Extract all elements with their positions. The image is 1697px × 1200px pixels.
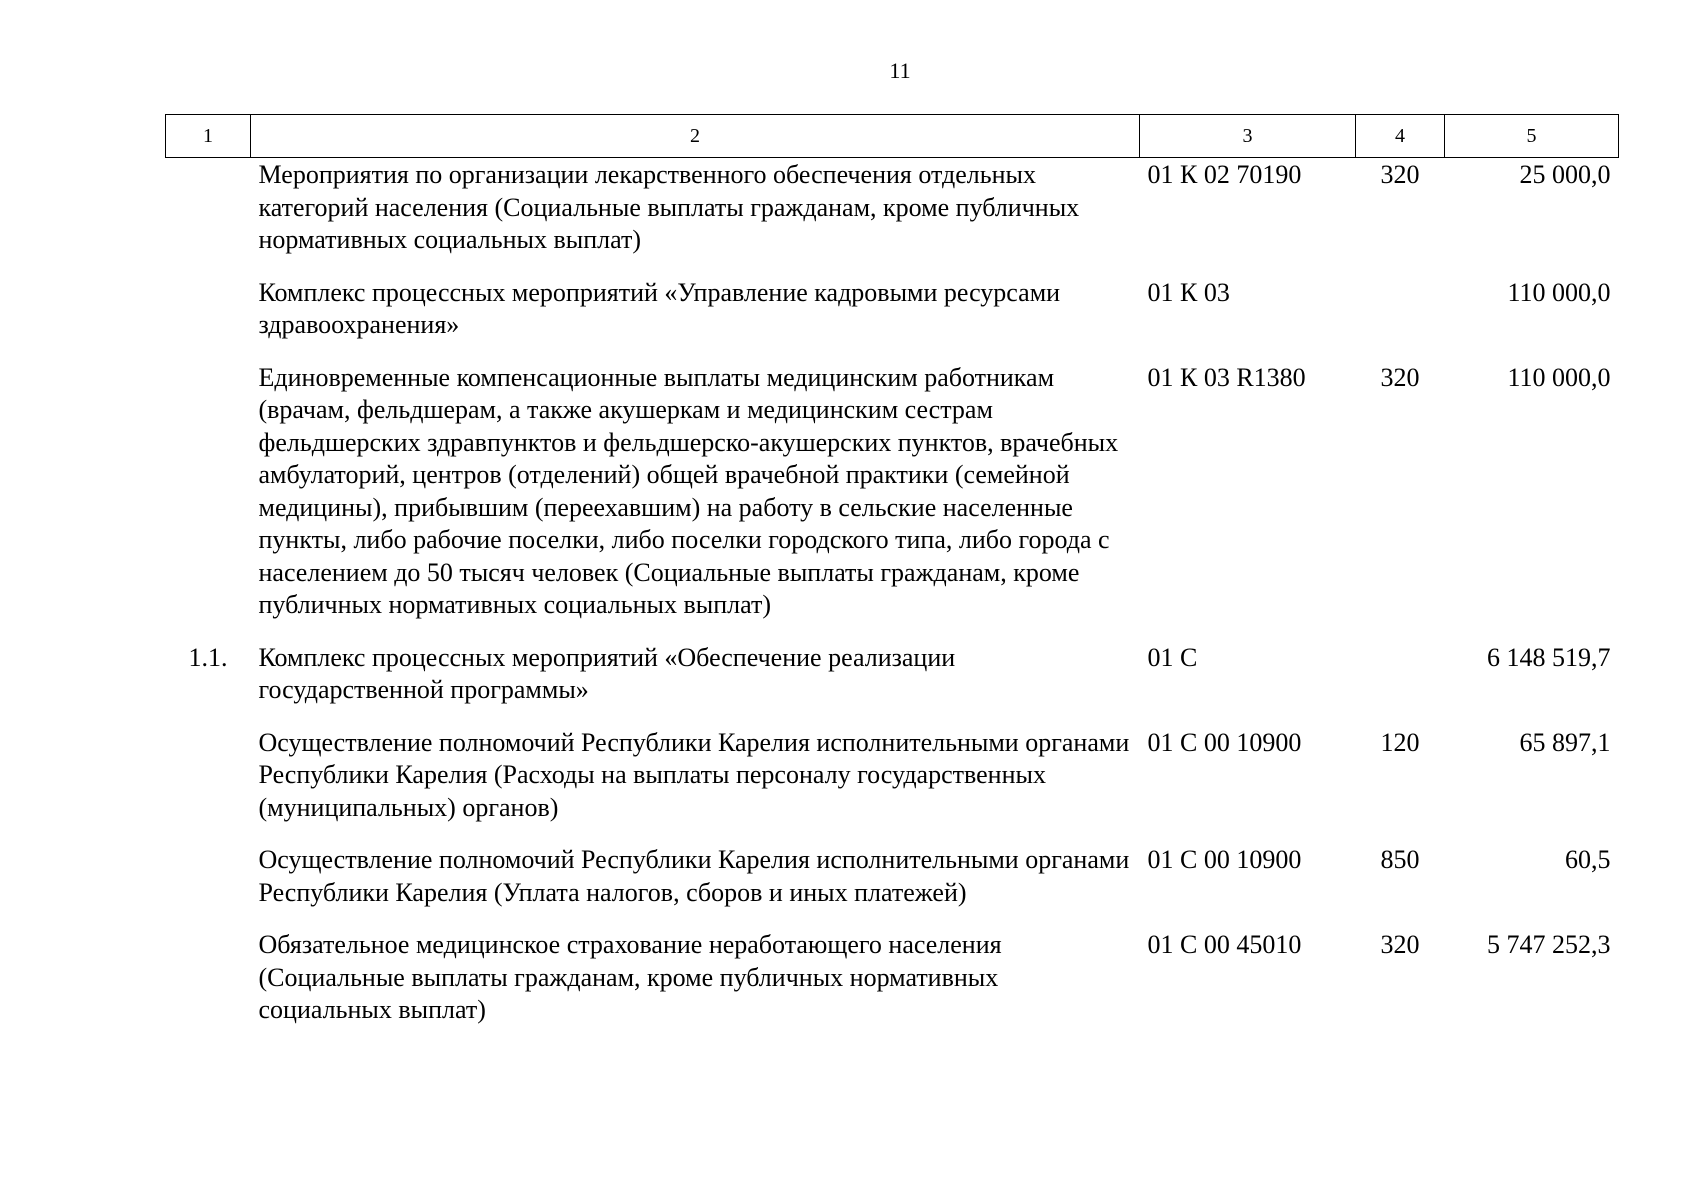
row-number [166, 926, 251, 1044]
table-row [166, 841, 1619, 926]
row-expense-type: 320 [1380, 160, 1420, 189]
row-code: 01 С 00 10900 [1147, 727, 1302, 757]
row-code: 01 К 03 R1380 [1147, 362, 1306, 392]
row-name: Осуществление полномочий Республики Карелия исполнительными органами Республики Карелия (Расходы на выплаты персоналу государственных (муниципальных) органов) [258, 727, 1130, 822]
row-code: 01 С [1147, 642, 1198, 672]
table-row [166, 724, 1619, 842]
row-expense-type [1356, 639, 1445, 724]
header-col-2: 2 [251, 115, 1140, 158]
row-code: 01 К 02 70190 [1147, 160, 1302, 189]
table-row [166, 926, 1619, 1044]
table-row [166, 639, 1619, 724]
table-body [166, 158, 1619, 1044]
row-amount: 5 747 252,3 [1487, 930, 1611, 959]
row-number [166, 274, 251, 359]
row-name: Осуществление полномочий Республики Карелия исполнительными органами Республики Карелия (Уплата налогов, сборов и иных платежей) [258, 845, 1130, 907]
header-row [166, 115, 1619, 158]
row-expense-type: 850 [1380, 845, 1420, 874]
row-code: 01 С 00 45010 [1147, 930, 1302, 959]
page-number: 11 [889, 58, 911, 83]
row-code: 01 К 03 [1147, 277, 1230, 307]
row-number: 1.1. [188, 642, 228, 672]
row-number [166, 359, 251, 639]
row-amount: 110 000,0 [1507, 362, 1611, 392]
row-number [166, 841, 251, 926]
row-name: Мероприятия по организации лекарственного обеспечения отдельных категорий населения (Социальные выплаты гражданам, кроме публичных нормативных социальных выплат) [258, 160, 1080, 254]
row-name: Комплекс процессных мероприятий «Обеспечение реализации государственной программы» [258, 642, 956, 704]
row-name: Обязательное медицинское страхование неработающего населения (Социальные выплаты гражданам, кроме публичных нормативных социальных выплат) [258, 930, 1002, 1024]
table-header [166, 115, 1619, 158]
row-amount: 65 897,1 [1519, 727, 1611, 757]
row-number [166, 158, 251, 274]
table-row [166, 158, 1619, 274]
budget-table [165, 114, 1619, 1044]
header-col-4: 4 [1356, 115, 1445, 158]
row-amount: 60,5 [1565, 845, 1611, 874]
row-name: Комплекс процессных мероприятий «Управление кадровыми ресурсами здравоохранения» [258, 277, 1061, 339]
row-expense-type: 320 [1380, 362, 1420, 392]
header-col-3: 3 [1140, 115, 1356, 158]
row-name: Единовременные компенсационные выплаты медицинским работникам (врачам, фельдшерам, а также акушеркам и медицинским сестрам фельдшерских здравпунктов и фельдшерско-акушерских пунктов, врачебных амбулаторий, центров (отделений) общей врачебной практики (семейной медицины), прибывшим (переехавшим) на работу в сельские населенные пункты, либо рабочие поселки, либо поселки городского типа, либо города с населением до 50 тысяч человек (Социальные выплаты гражданам, кроме публичных нормативных социальных выплат) [258, 362, 1119, 619]
row-code: 01 С 00 10900 [1147, 845, 1302, 874]
row-amount: 25 000,0 [1519, 160, 1611, 189]
row-expense-type: 120 [1380, 727, 1420, 757]
header-col-5: 5 [1445, 115, 1619, 158]
table-row [166, 274, 1619, 359]
row-expense-type [1356, 274, 1445, 359]
row-amount: 110 000,0 [1507, 277, 1611, 307]
row-number [166, 724, 251, 842]
header-col-1: 1 [166, 115, 251, 158]
row-amount: 6 148 519,7 [1487, 642, 1611, 672]
table-row [166, 359, 1619, 639]
row-expense-type: 320 [1380, 930, 1420, 959]
